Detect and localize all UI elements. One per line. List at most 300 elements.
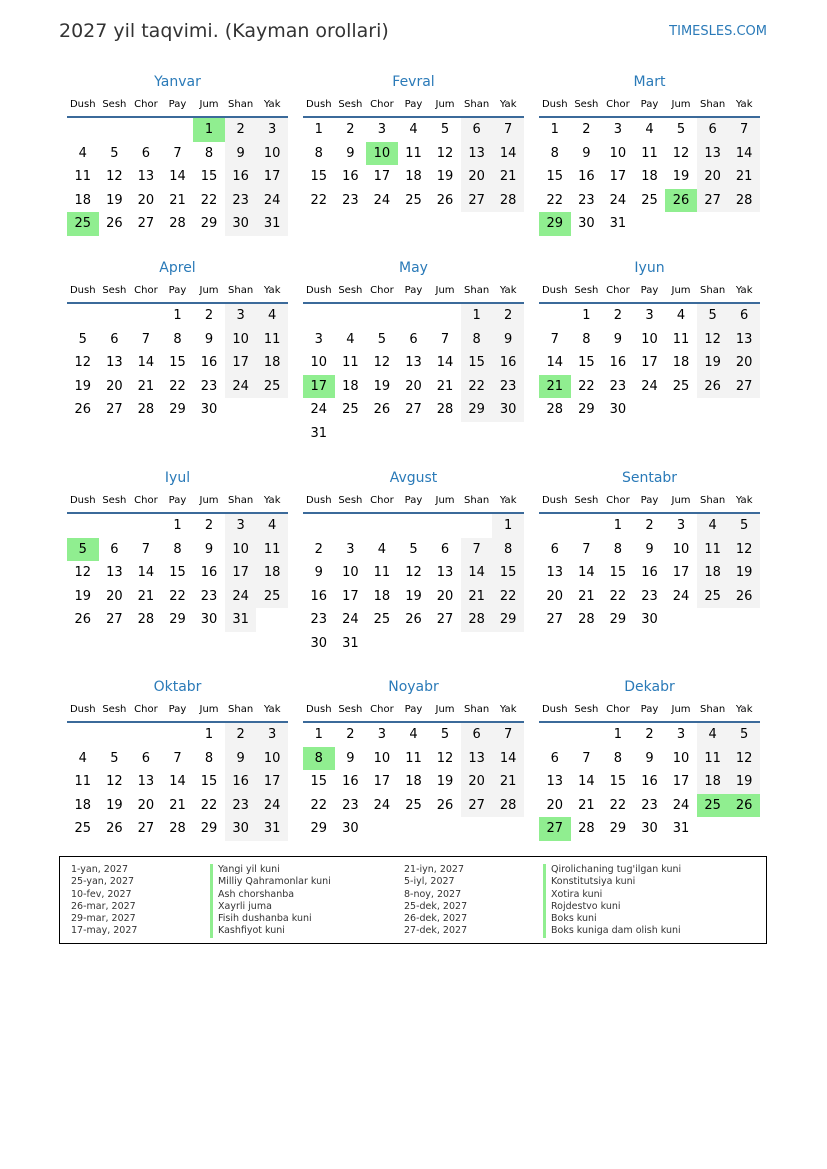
day-cell[interactable]: 19	[697, 351, 729, 375]
day-cell[interactable]: 27	[546, 612, 564, 627]
day-cell[interactable]: 30	[200, 612, 218, 627]
day-cell[interactable]: 21	[461, 585, 493, 609]
day-cell[interactable]: 6	[110, 541, 119, 557]
day-cell[interactable]: 3	[676, 727, 686, 742]
day-cell[interactable]: 27	[461, 189, 493, 213]
day-cell[interactable]: 21	[137, 588, 155, 604]
day-cell[interactable]: 15	[200, 774, 218, 789]
day-cell[interactable]: 6	[461, 118, 493, 142]
day-cell[interactable]: 11	[256, 328, 288, 352]
day-cell[interactable]: 12	[436, 145, 454, 161]
day-cell[interactable]: 23	[225, 189, 257, 213]
day-cell[interactable]: 24	[672, 588, 690, 604]
day-cell[interactable]: 24	[225, 375, 257, 399]
day-cell[interactable]: 4	[697, 723, 729, 747]
day-cell[interactable]: 15	[578, 355, 595, 370]
day-cell[interactable]: 27	[461, 794, 493, 818]
day-cell[interactable]: 6	[550, 750, 559, 766]
day-cell[interactable]: 8	[550, 145, 559, 161]
day-cell[interactable]: 13	[461, 142, 493, 166]
day-cell[interactable]: 24	[310, 402, 328, 417]
day-cell[interactable]: 28	[137, 612, 155, 627]
day-cell[interactable]: 9	[613, 331, 623, 347]
day-cell[interactable]: 12	[74, 355, 92, 370]
day-cell[interactable]: 24	[672, 797, 690, 813]
day-cell[interactable]: 7	[582, 541, 591, 557]
day-cell[interactable]: 28	[492, 189, 524, 213]
day-cell[interactable]: 2	[613, 308, 623, 323]
day-cell[interactable]: 3	[346, 541, 355, 557]
day-cell[interactable]: 12	[728, 538, 760, 562]
day-cell[interactable]: 29	[539, 212, 571, 236]
day-cell[interactable]: 22	[492, 585, 524, 609]
day-cell[interactable]: 3	[225, 514, 257, 538]
day-cell[interactable]: 7	[728, 118, 760, 142]
day-cell[interactable]: 7	[173, 145, 182, 161]
day-cell[interactable]: 12	[436, 750, 454, 766]
day-cell[interactable]: 16	[225, 165, 257, 189]
day-cell[interactable]: 20	[546, 797, 564, 813]
day-cell[interactable]: 17	[342, 588, 359, 604]
day-cell[interactable]: 6	[697, 118, 729, 142]
day-cell[interactable]: 19	[405, 588, 422, 604]
day-cell[interactable]: 10	[672, 750, 690, 766]
day-cell[interactable]: 8	[314, 145, 323, 161]
day-cell[interactable]: 26	[405, 612, 422, 627]
day-cell[interactable]: 25	[405, 797, 422, 813]
day-cell[interactable]: 27	[539, 817, 571, 841]
day-cell[interactable]: 14	[137, 355, 155, 370]
day-cell[interactable]: 22	[169, 588, 186, 604]
day-cell[interactable]: 10	[225, 538, 257, 562]
day-cell[interactable]: 23	[641, 588, 658, 604]
day-cell[interactable]: 26	[74, 402, 92, 417]
day-cell[interactable]: 8	[173, 331, 182, 347]
day-cell[interactable]: 30	[492, 398, 524, 422]
day-cell[interactable]: 15	[169, 565, 186, 580]
day-cell[interactable]: 21	[436, 378, 454, 394]
day-cell[interactable]: 7	[141, 331, 151, 347]
day-cell[interactable]: 24	[225, 585, 257, 609]
day-cell[interactable]: 24	[342, 612, 359, 627]
day-cell[interactable]: 16	[641, 774, 658, 789]
day-cell[interactable]: 12	[697, 328, 729, 352]
day-cell[interactable]: 21	[578, 588, 595, 604]
day-cell[interactable]: 26	[728, 794, 760, 818]
day-cell[interactable]: 22	[310, 797, 328, 813]
day-cell[interactable]: 6	[409, 331, 418, 347]
day-cell[interactable]: 30	[310, 635, 328, 651]
day-cell[interactable]: 9	[346, 750, 355, 766]
day-cell[interactable]: 11	[74, 169, 92, 184]
day-cell[interactable]: 2	[204, 308, 214, 323]
day-cell[interactable]: 15	[609, 565, 627, 580]
day-cell[interactable]: 13	[436, 565, 454, 580]
day-cell[interactable]: 27	[137, 216, 155, 231]
day-cell[interactable]: 27	[106, 402, 123, 417]
day-cell[interactable]: 26	[728, 585, 760, 609]
day-cell[interactable]: 7	[582, 750, 591, 766]
day-cell[interactable]: 1	[173, 518, 182, 533]
day-cell[interactable]: 14	[728, 142, 760, 166]
day-cell[interactable]: 19	[106, 797, 123, 813]
day-cell[interactable]: 23	[225, 794, 257, 818]
day-cell[interactable]: 30	[641, 612, 658, 627]
day-cell[interactable]: 28	[578, 821, 595, 836]
day-cell[interactable]: 15	[310, 169, 328, 184]
day-cell[interactable]: 15	[169, 355, 186, 370]
day-cell[interactable]: 10	[672, 541, 690, 557]
day-cell[interactable]: 3	[645, 308, 654, 323]
day-cell[interactable]: 25	[405, 192, 422, 208]
day-cell[interactable]: 17	[373, 169, 391, 184]
day-cell[interactable]: 9	[225, 142, 257, 166]
day-cell[interactable]: 31	[342, 635, 359, 651]
day-cell[interactable]: 21	[169, 797, 186, 813]
day-cell[interactable]: 22	[310, 192, 328, 208]
day-cell[interactable]: 30	[225, 212, 257, 236]
day-cell[interactable]: 13	[106, 355, 123, 370]
day-cell[interactable]: 29	[609, 821, 627, 836]
day-cell[interactable]: 17	[256, 165, 288, 189]
day-cell[interactable]: 11	[672, 331, 690, 347]
day-cell[interactable]: 10	[256, 747, 288, 771]
day-cell[interactable]: 19	[74, 588, 92, 604]
day-cell[interactable]: 14	[137, 565, 155, 580]
day-cell[interactable]: 18	[256, 561, 288, 585]
day-cell[interactable]: 17	[256, 770, 288, 794]
day-cell[interactable]: 8	[204, 750, 214, 766]
day-cell[interactable]: 11	[342, 355, 359, 370]
day-cell[interactable]: 18	[74, 192, 92, 208]
day-cell[interactable]: 18	[697, 561, 729, 585]
day-cell[interactable]: 3	[377, 727, 387, 742]
day-cell[interactable]: 2	[346, 727, 355, 742]
day-cell[interactable]: 18	[672, 355, 690, 370]
day-cell[interactable]: 7	[461, 538, 493, 562]
day-cell[interactable]: 7	[141, 541, 151, 557]
day-cell[interactable]: 1	[582, 308, 591, 323]
day-cell[interactable]: 22	[578, 378, 595, 394]
day-cell[interactable]: 17	[225, 561, 257, 585]
day-cell[interactable]: 17	[303, 375, 335, 399]
day-cell[interactable]: 18	[256, 351, 288, 375]
day-cell[interactable]: 31	[225, 608, 257, 632]
day-cell[interactable]: 2	[492, 304, 524, 328]
day-cell[interactable]: 19	[436, 774, 454, 789]
day-cell[interactable]: 12	[74, 565, 92, 580]
day-cell[interactable]: 8	[461, 328, 493, 352]
day-cell[interactable]: 6	[728, 304, 760, 328]
day-cell[interactable]: 26	[436, 797, 454, 813]
day-cell[interactable]: 7	[550, 331, 559, 347]
day-cell[interactable]: 15	[546, 169, 564, 184]
day-cell[interactable]: 23	[310, 612, 328, 627]
day-cell[interactable]: 5	[676, 122, 686, 137]
day-cell[interactable]: 20	[137, 192, 155, 208]
day-cell[interactable]: 1	[613, 727, 623, 742]
day-cell[interactable]: 20	[436, 588, 454, 604]
day-cell[interactable]: 13	[106, 565, 123, 580]
day-cell[interactable]: 21	[169, 192, 186, 208]
day-cell[interactable]: 16	[578, 169, 595, 184]
day-cell[interactable]: 20	[106, 378, 123, 394]
day-cell[interactable]: 28	[546, 402, 564, 417]
day-cell[interactable]: 23	[200, 588, 218, 604]
day-cell[interactable]: 18	[373, 588, 391, 604]
day-cell[interactable]: 8	[613, 750, 623, 766]
day-cell[interactable]: 26	[74, 612, 92, 627]
day-cell[interactable]: 29	[609, 612, 627, 627]
day-cell[interactable]: 9	[204, 331, 214, 347]
day-cell[interactable]: 17	[672, 565, 690, 580]
day-cell[interactable]: 11	[373, 565, 391, 580]
day-cell[interactable]: 2	[225, 723, 257, 747]
day-cell[interactable]: 6	[110, 331, 119, 347]
day-cell[interactable]: 16	[609, 355, 627, 370]
day-cell[interactable]: 13	[137, 169, 155, 184]
day-cell[interactable]: 4	[409, 727, 418, 742]
day-cell[interactable]: 4	[256, 304, 288, 328]
day-cell[interactable]: 11	[697, 747, 729, 771]
day-cell[interactable]: 14	[546, 355, 564, 370]
day-cell[interactable]: 16	[342, 169, 359, 184]
day-cell[interactable]: 22	[169, 378, 186, 394]
day-cell[interactable]: 31	[256, 212, 288, 236]
day-cell[interactable]: 10	[256, 142, 288, 166]
day-cell[interactable]: 2	[582, 122, 591, 137]
day-cell[interactable]: 5	[728, 514, 760, 538]
day-cell[interactable]: 1	[314, 727, 323, 742]
day-cell[interactable]: 12	[672, 145, 690, 161]
day-cell[interactable]: 10	[609, 145, 627, 161]
day-cell[interactable]: 8	[173, 541, 182, 557]
day-cell[interactable]: 28	[461, 608, 493, 632]
day-cell[interactable]: 2	[204, 518, 214, 533]
day-cell[interactable]: 23	[609, 378, 627, 394]
day-cell[interactable]: 26	[665, 189, 697, 213]
day-cell[interactable]: 6	[141, 750, 151, 766]
day-cell[interactable]: 28	[436, 402, 454, 417]
day-cell[interactable]: 11	[641, 145, 658, 161]
day-cell[interactable]: 11	[405, 750, 422, 766]
day-cell[interactable]: 29	[169, 402, 186, 417]
day-cell[interactable]: 22	[200, 192, 218, 208]
day-cell[interactable]: 16	[225, 770, 257, 794]
day-cell[interactable]: 27	[436, 612, 454, 627]
day-cell[interactable]: 22	[461, 375, 493, 399]
day-cell[interactable]: 12	[373, 355, 391, 370]
day-cell[interactable]: 22	[200, 797, 218, 813]
day-cell[interactable]: 30	[200, 402, 218, 417]
day-cell[interactable]: 3	[314, 331, 323, 347]
day-cell[interactable]: 5	[728, 723, 760, 747]
day-cell[interactable]: 25	[697, 585, 729, 609]
day-cell[interactable]: 24	[641, 378, 658, 394]
day-cell[interactable]: 3	[613, 122, 623, 137]
day-cell[interactable]: 17	[609, 169, 627, 184]
day-cell[interactable]: 4	[377, 541, 387, 557]
day-cell[interactable]: 18	[697, 770, 729, 794]
day-cell[interactable]: 6	[461, 723, 493, 747]
day-cell[interactable]: 10	[225, 328, 257, 352]
day-cell[interactable]: 28	[169, 821, 186, 836]
day-cell[interactable]: 18	[74, 797, 92, 813]
day-cell[interactable]: 23	[200, 378, 218, 394]
day-cell[interactable]: 22	[546, 192, 564, 208]
day-cell[interactable]: 14	[492, 142, 524, 166]
day-cell[interactable]: 9	[204, 541, 214, 557]
day-cell[interactable]: 17	[641, 355, 658, 370]
day-cell[interactable]: 7	[173, 750, 182, 766]
day-cell[interactable]: 2	[645, 727, 654, 742]
day-cell[interactable]: 5	[440, 122, 450, 137]
day-cell[interactable]: 28	[137, 402, 155, 417]
day-cell[interactable]: 21	[492, 770, 524, 794]
day-cell[interactable]: 2	[346, 122, 355, 137]
day-cell[interactable]: 9	[582, 145, 591, 161]
day-cell[interactable]: 16	[492, 351, 524, 375]
day-cell[interactable]: 5	[697, 304, 729, 328]
day-cell[interactable]: 20	[137, 797, 155, 813]
day-cell[interactable]: 2	[314, 541, 323, 557]
day-cell[interactable]: 14	[578, 774, 595, 789]
day-cell[interactable]: 15	[200, 169, 218, 184]
day-cell[interactable]: 14	[436, 355, 454, 370]
day-cell[interactable]: 5	[67, 538, 99, 562]
day-cell[interactable]: 27	[697, 189, 729, 213]
day-cell[interactable]: 5	[110, 145, 119, 161]
day-cell[interactable]: 1	[193, 118, 225, 142]
day-cell[interactable]: 4	[697, 514, 729, 538]
day-cell[interactable]: 21	[728, 165, 760, 189]
day-cell[interactable]: 25	[256, 375, 288, 399]
day-cell[interactable]: 6	[440, 541, 450, 557]
day-cell[interactable]: 5	[440, 727, 450, 742]
day-cell[interactable]: 16	[200, 355, 218, 370]
day-cell[interactable]: 10	[373, 750, 391, 766]
day-cell[interactable]: 25	[697, 794, 729, 818]
day-cell[interactable]: 30	[342, 821, 359, 836]
day-cell[interactable]: 3	[676, 518, 686, 533]
day-cell[interactable]: 3	[256, 723, 288, 747]
day-cell[interactable]: 26	[106, 216, 123, 231]
day-cell[interactable]: 29	[200, 216, 218, 231]
day-cell[interactable]: 19	[373, 378, 391, 394]
day-cell[interactable]: 9	[645, 750, 654, 766]
day-cell[interactable]: 22	[609, 797, 627, 813]
day-cell[interactable]: 24	[373, 192, 391, 208]
day-cell[interactable]: 6	[550, 541, 559, 557]
day-cell[interactable]: 5	[377, 331, 387, 347]
day-cell[interactable]: 31	[609, 216, 627, 231]
day-cell[interactable]: 14	[169, 169, 186, 184]
day-cell[interactable]: 21	[492, 165, 524, 189]
day-cell[interactable]: 19	[728, 770, 760, 794]
day-cell[interactable]: 7	[440, 331, 450, 347]
day-cell[interactable]: 25	[373, 612, 391, 627]
day-cell[interactable]: 29	[461, 398, 493, 422]
day-cell[interactable]: 27	[405, 402, 422, 417]
day-cell[interactable]: 13	[405, 355, 422, 370]
day-cell[interactable]: 8	[582, 331, 591, 347]
day-cell[interactable]: 21	[137, 378, 155, 394]
day-cell[interactable]: 16	[310, 588, 328, 604]
day-cell[interactable]: 26	[373, 402, 391, 417]
day-cell[interactable]: 27	[106, 612, 123, 627]
day-cell[interactable]: 30	[609, 402, 627, 417]
day-cell[interactable]: 29	[578, 402, 595, 417]
day-cell[interactable]: 11	[256, 538, 288, 562]
day-cell[interactable]: 8	[204, 145, 214, 161]
day-cell[interactable]: 13	[697, 142, 729, 166]
day-cell[interactable]: 23	[342, 797, 359, 813]
day-cell[interactable]: 8	[303, 747, 335, 771]
day-cell[interactable]: 31	[256, 817, 288, 841]
day-cell[interactable]: 17	[225, 351, 257, 375]
day-cell[interactable]: 24	[373, 797, 391, 813]
day-cell[interactable]: 10	[641, 331, 658, 347]
day-cell[interactable]: 1	[173, 308, 182, 323]
day-cell[interactable]: 1	[613, 518, 623, 533]
day-cell[interactable]: 31	[672, 821, 690, 836]
day-cell[interactable]: 17	[373, 774, 391, 789]
day-cell[interactable]: 8	[613, 541, 623, 557]
day-cell[interactable]: 18	[405, 169, 422, 184]
day-cell[interactable]: 11	[405, 145, 422, 161]
day-cell[interactable]: 14	[578, 565, 595, 580]
day-cell[interactable]: 19	[74, 378, 92, 394]
day-cell[interactable]: 20	[461, 165, 493, 189]
day-cell[interactable]: 12	[106, 774, 123, 789]
day-cell[interactable]: 9	[492, 328, 524, 352]
day-cell[interactable]: 13	[546, 774, 564, 789]
day-cell[interactable]: 3	[225, 304, 257, 328]
day-cell[interactable]: 4	[78, 750, 87, 766]
day-cell[interactable]: 20	[546, 588, 564, 604]
day-cell[interactable]: 1	[314, 122, 323, 137]
day-cell[interactable]: 4	[346, 331, 355, 347]
day-cell[interactable]: 9	[346, 145, 355, 161]
day-cell[interactable]: 24	[609, 192, 627, 208]
day-cell[interactable]: 10	[310, 355, 328, 370]
day-cell[interactable]: 2	[645, 518, 654, 533]
day-cell[interactable]: 23	[578, 192, 595, 208]
day-cell[interactable]: 29	[492, 608, 524, 632]
day-cell[interactable]: 15	[492, 561, 524, 585]
day-cell[interactable]: 14	[492, 747, 524, 771]
day-cell[interactable]: 5	[110, 750, 119, 766]
day-cell[interactable]: 13	[546, 565, 564, 580]
day-cell[interactable]: 26	[697, 375, 729, 399]
day-cell[interactable]: 12	[405, 565, 422, 580]
day-cell[interactable]: 29	[169, 612, 186, 627]
day-cell[interactable]: 30	[225, 817, 257, 841]
day-cell[interactable]: 18	[641, 169, 658, 184]
day-cell[interactable]: 9	[645, 541, 654, 557]
day-cell[interactable]: 25	[67, 212, 99, 236]
day-cell[interactable]: 4	[676, 308, 686, 323]
day-cell[interactable]: 18	[405, 774, 422, 789]
day-cell[interactable]: 13	[461, 747, 493, 771]
day-cell[interactable]: 16	[641, 565, 658, 580]
day-cell[interactable]: 23	[492, 375, 524, 399]
day-cell[interactable]: 5	[78, 331, 87, 347]
day-cell[interactable]: 29	[200, 821, 218, 836]
day-cell[interactable]: 13	[137, 774, 155, 789]
day-cell[interactable]: 9	[314, 565, 323, 580]
day-cell[interactable]: 1	[492, 514, 524, 538]
